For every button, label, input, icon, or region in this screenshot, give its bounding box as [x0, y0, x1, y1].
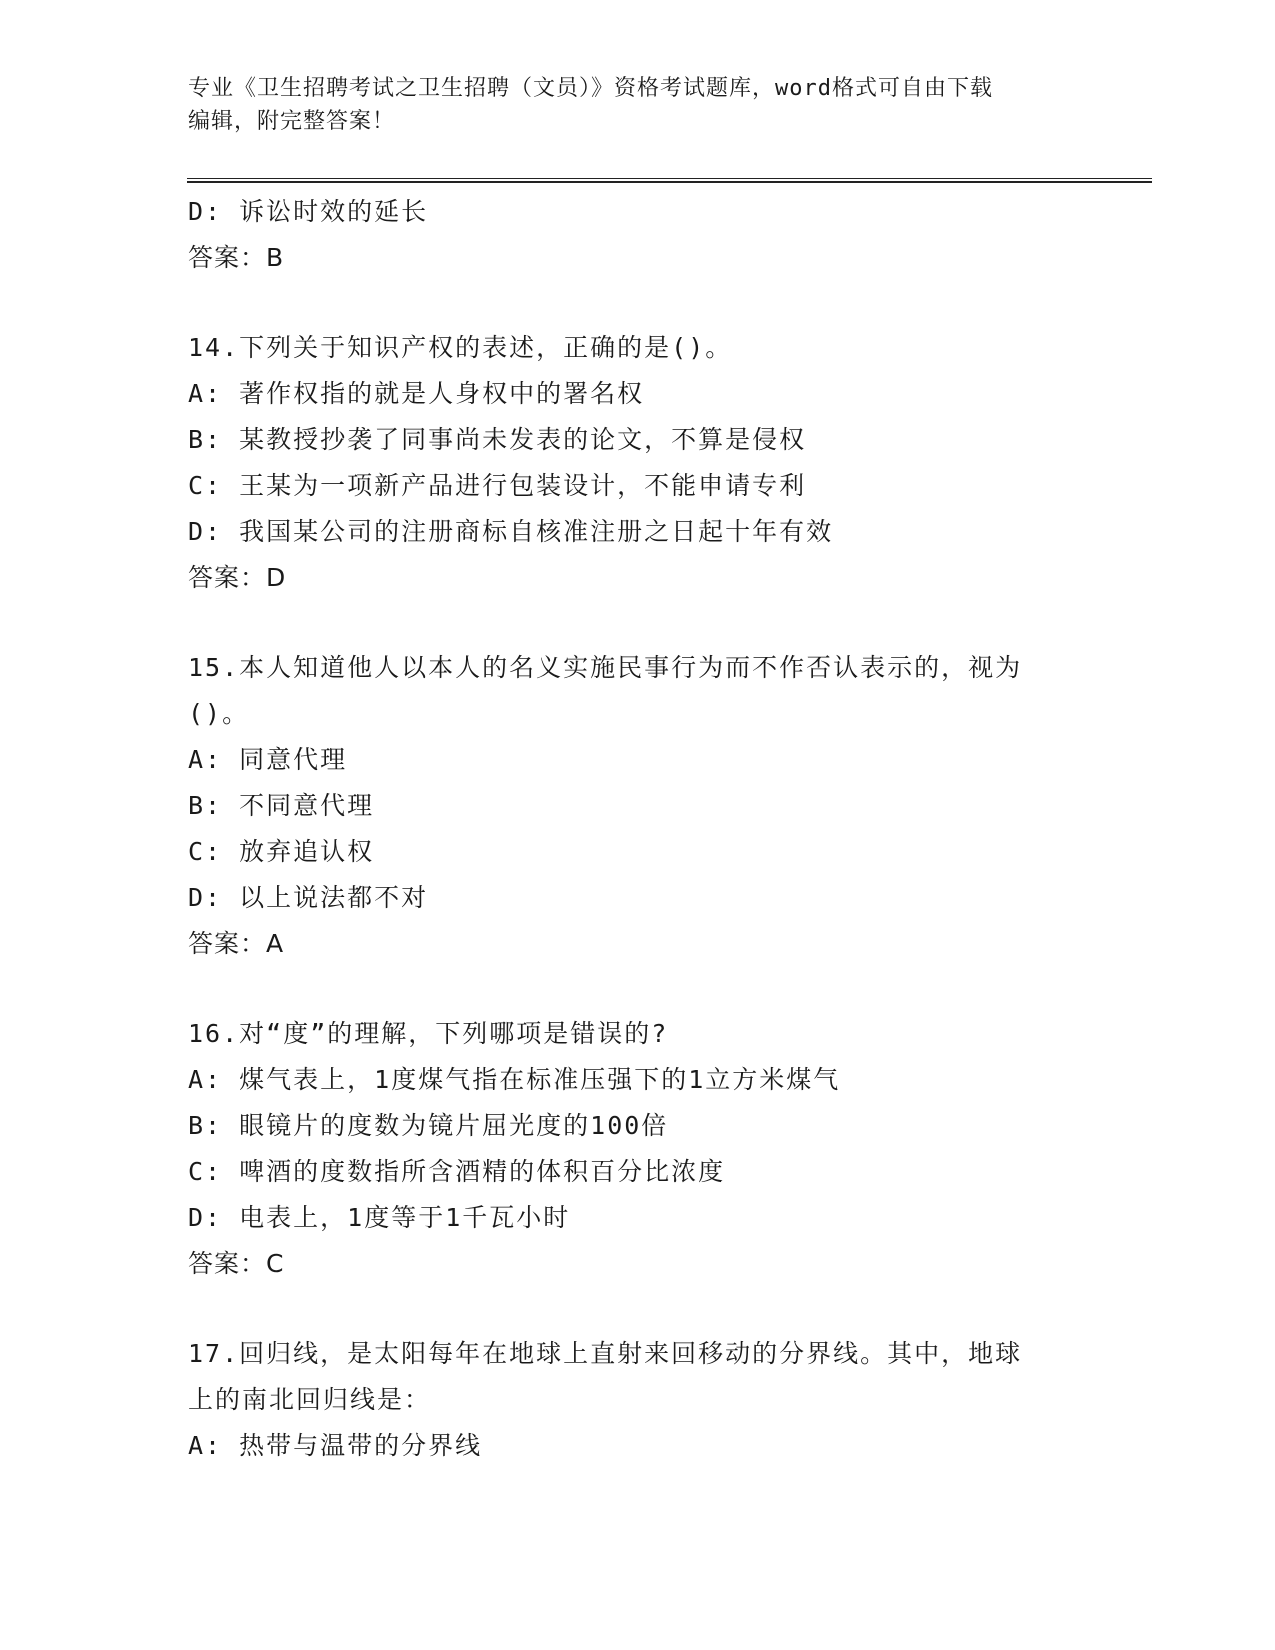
spacer [188, 601, 1088, 645]
option-a: A: 著作权指的就是人身权中的署名权 [188, 379, 645, 408]
option-c: C: 放弃追认权 [188, 837, 375, 866]
question-stem-continued: 上的南北回归线是： [188, 1385, 432, 1414]
spacer [188, 281, 1088, 325]
option-d: D: 我国某公司的注册商标自核准注册之日起十年有效 [188, 517, 834, 546]
option-b: B: 眼镜片的度数为镜片屈光度的100倍 [188, 1111, 669, 1140]
header-line-1: 专业《卫生招聘考试之卫生招聘（文员）》资格考试题库，word格式可自由下载 [188, 76, 993, 101]
page-header [188, 72, 1068, 138]
question-stem: 15.本人知道他人以本人的名义实施民事行为而不作否认表示的，视为 [188, 653, 1023, 682]
option-c: C: 王某为一项新产品进行包装设计，不能申请专利 [188, 471, 807, 500]
question-15 [188, 645, 1088, 967]
question-stem: 16.对“度”的理解，下列哪项是错误的? [188, 1019, 669, 1048]
question-stem: 17.回归线，是太阳每年在地球上直射来回移动的分界线。其中，地球 [188, 1339, 1023, 1368]
option-a: A: 煤气表上，1度煤气指在标准压强下的1立方米煤气 [188, 1065, 841, 1094]
option-d: D: 诉讼时效的延长 [188, 197, 429, 226]
question-17 [188, 1331, 1088, 1469]
answer-line: 答案：C [188, 1249, 285, 1278]
answer-line: 答案：B [188, 243, 285, 272]
question-16 [188, 1011, 1088, 1287]
question-stem-continued: ()。 [188, 699, 250, 728]
option-a: A: 热带与温带的分界线 [188, 1431, 483, 1460]
spacer [188, 967, 1088, 1011]
option-b: B: 不同意代理 [188, 791, 375, 820]
answer-line: 答案：A [188, 929, 285, 958]
header-divider-thick [187, 181, 1152, 183]
header-line-2: 编辑，附完整答案！ [188, 109, 396, 134]
question-stem: 14.下列关于知识产权的表述，正确的是()。 [188, 333, 733, 362]
answer-line: 答案：D [188, 563, 287, 592]
option-d: D: 以上说法都不对 [188, 883, 429, 912]
question-14 [188, 325, 1088, 601]
option-d: D: 电表上，1度等于1千瓦小时 [188, 1203, 571, 1232]
option-c: C: 啤酒的度数指所含酒精的体积百分比浓度 [188, 1157, 726, 1186]
option-b: B: 某教授抄袭了同事尚未发表的论文，不算是侵权 [188, 425, 807, 454]
question-list [188, 189, 1088, 1469]
option-a: A: 同意代理 [188, 745, 348, 774]
spacer [188, 1287, 1088, 1331]
header-divider-thin [187, 178, 1152, 179]
